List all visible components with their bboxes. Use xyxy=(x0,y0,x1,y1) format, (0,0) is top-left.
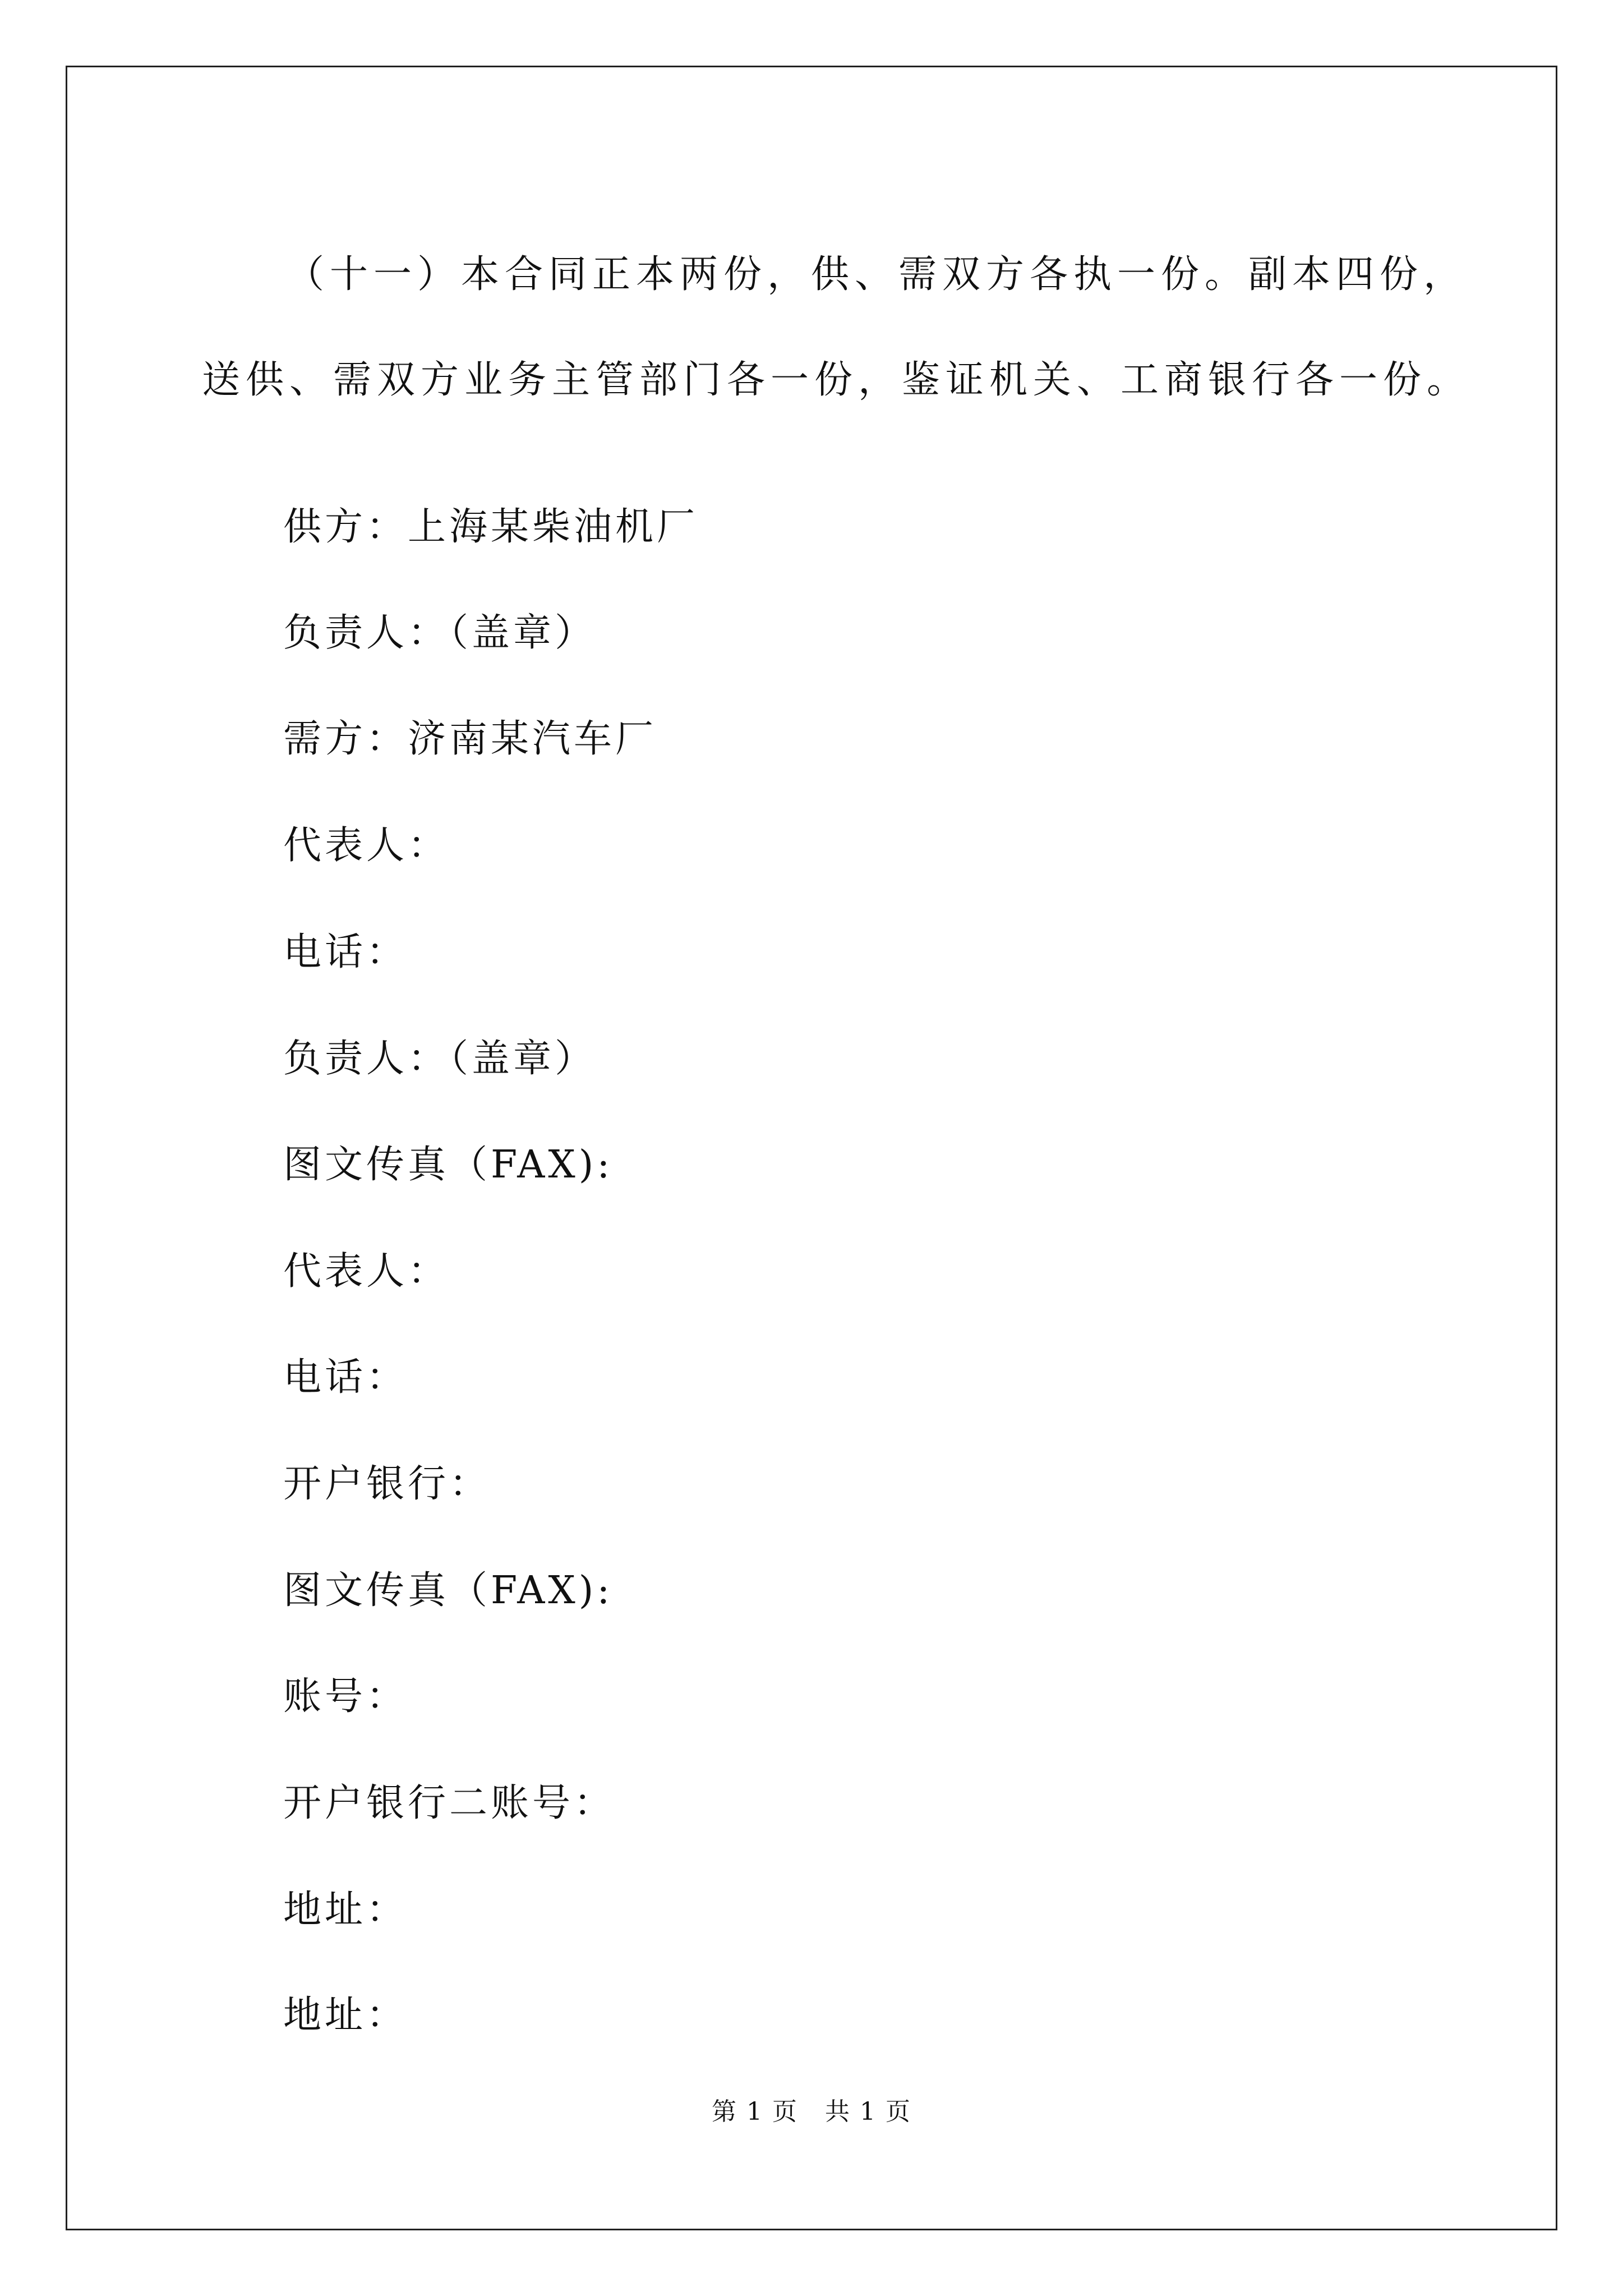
supplier-line: 供方：上海某柴油机厂 xyxy=(283,505,699,549)
page-number: 第 1 页 xyxy=(712,2097,798,2126)
intro-paragraph: （十一）本合同正本两份，供、需双方各执一份。副本四份，送供、需双方业务主管部门各一份，鉴证机关、工商银行各一份。 xyxy=(202,252,1471,402)
page-border xyxy=(66,66,1557,2230)
buyer-responsible-line: 负责人：（盖章） xyxy=(283,1037,597,1081)
buyer-line: 需方：济南某汽车厂 xyxy=(283,717,657,761)
document-body xyxy=(67,67,1556,2229)
fax-line: 图文传真（FAX): xyxy=(283,1143,614,1187)
page-footer xyxy=(67,2091,1556,2127)
account-line: 账号： xyxy=(283,1674,408,1719)
address-line: 地址： xyxy=(283,1888,408,1932)
representative-line: 代表人： xyxy=(283,823,450,868)
address-line-2: 地址： xyxy=(283,1993,408,2037)
bank-line: 开户银行： xyxy=(283,1462,491,1506)
representative-line-2: 代表人： xyxy=(283,1249,450,1294)
fax-line-2: 图文传真（FAX): xyxy=(283,1568,614,1613)
bank-account-line: 开户银行二账号： xyxy=(283,1781,616,1825)
phone-line: 电话： xyxy=(283,930,408,974)
page-total: 共 1 页 xyxy=(825,2097,911,2126)
phone-line-2: 电话： xyxy=(283,1355,408,1400)
supplier-responsible-line: 负责人：（盖章） xyxy=(283,611,597,655)
